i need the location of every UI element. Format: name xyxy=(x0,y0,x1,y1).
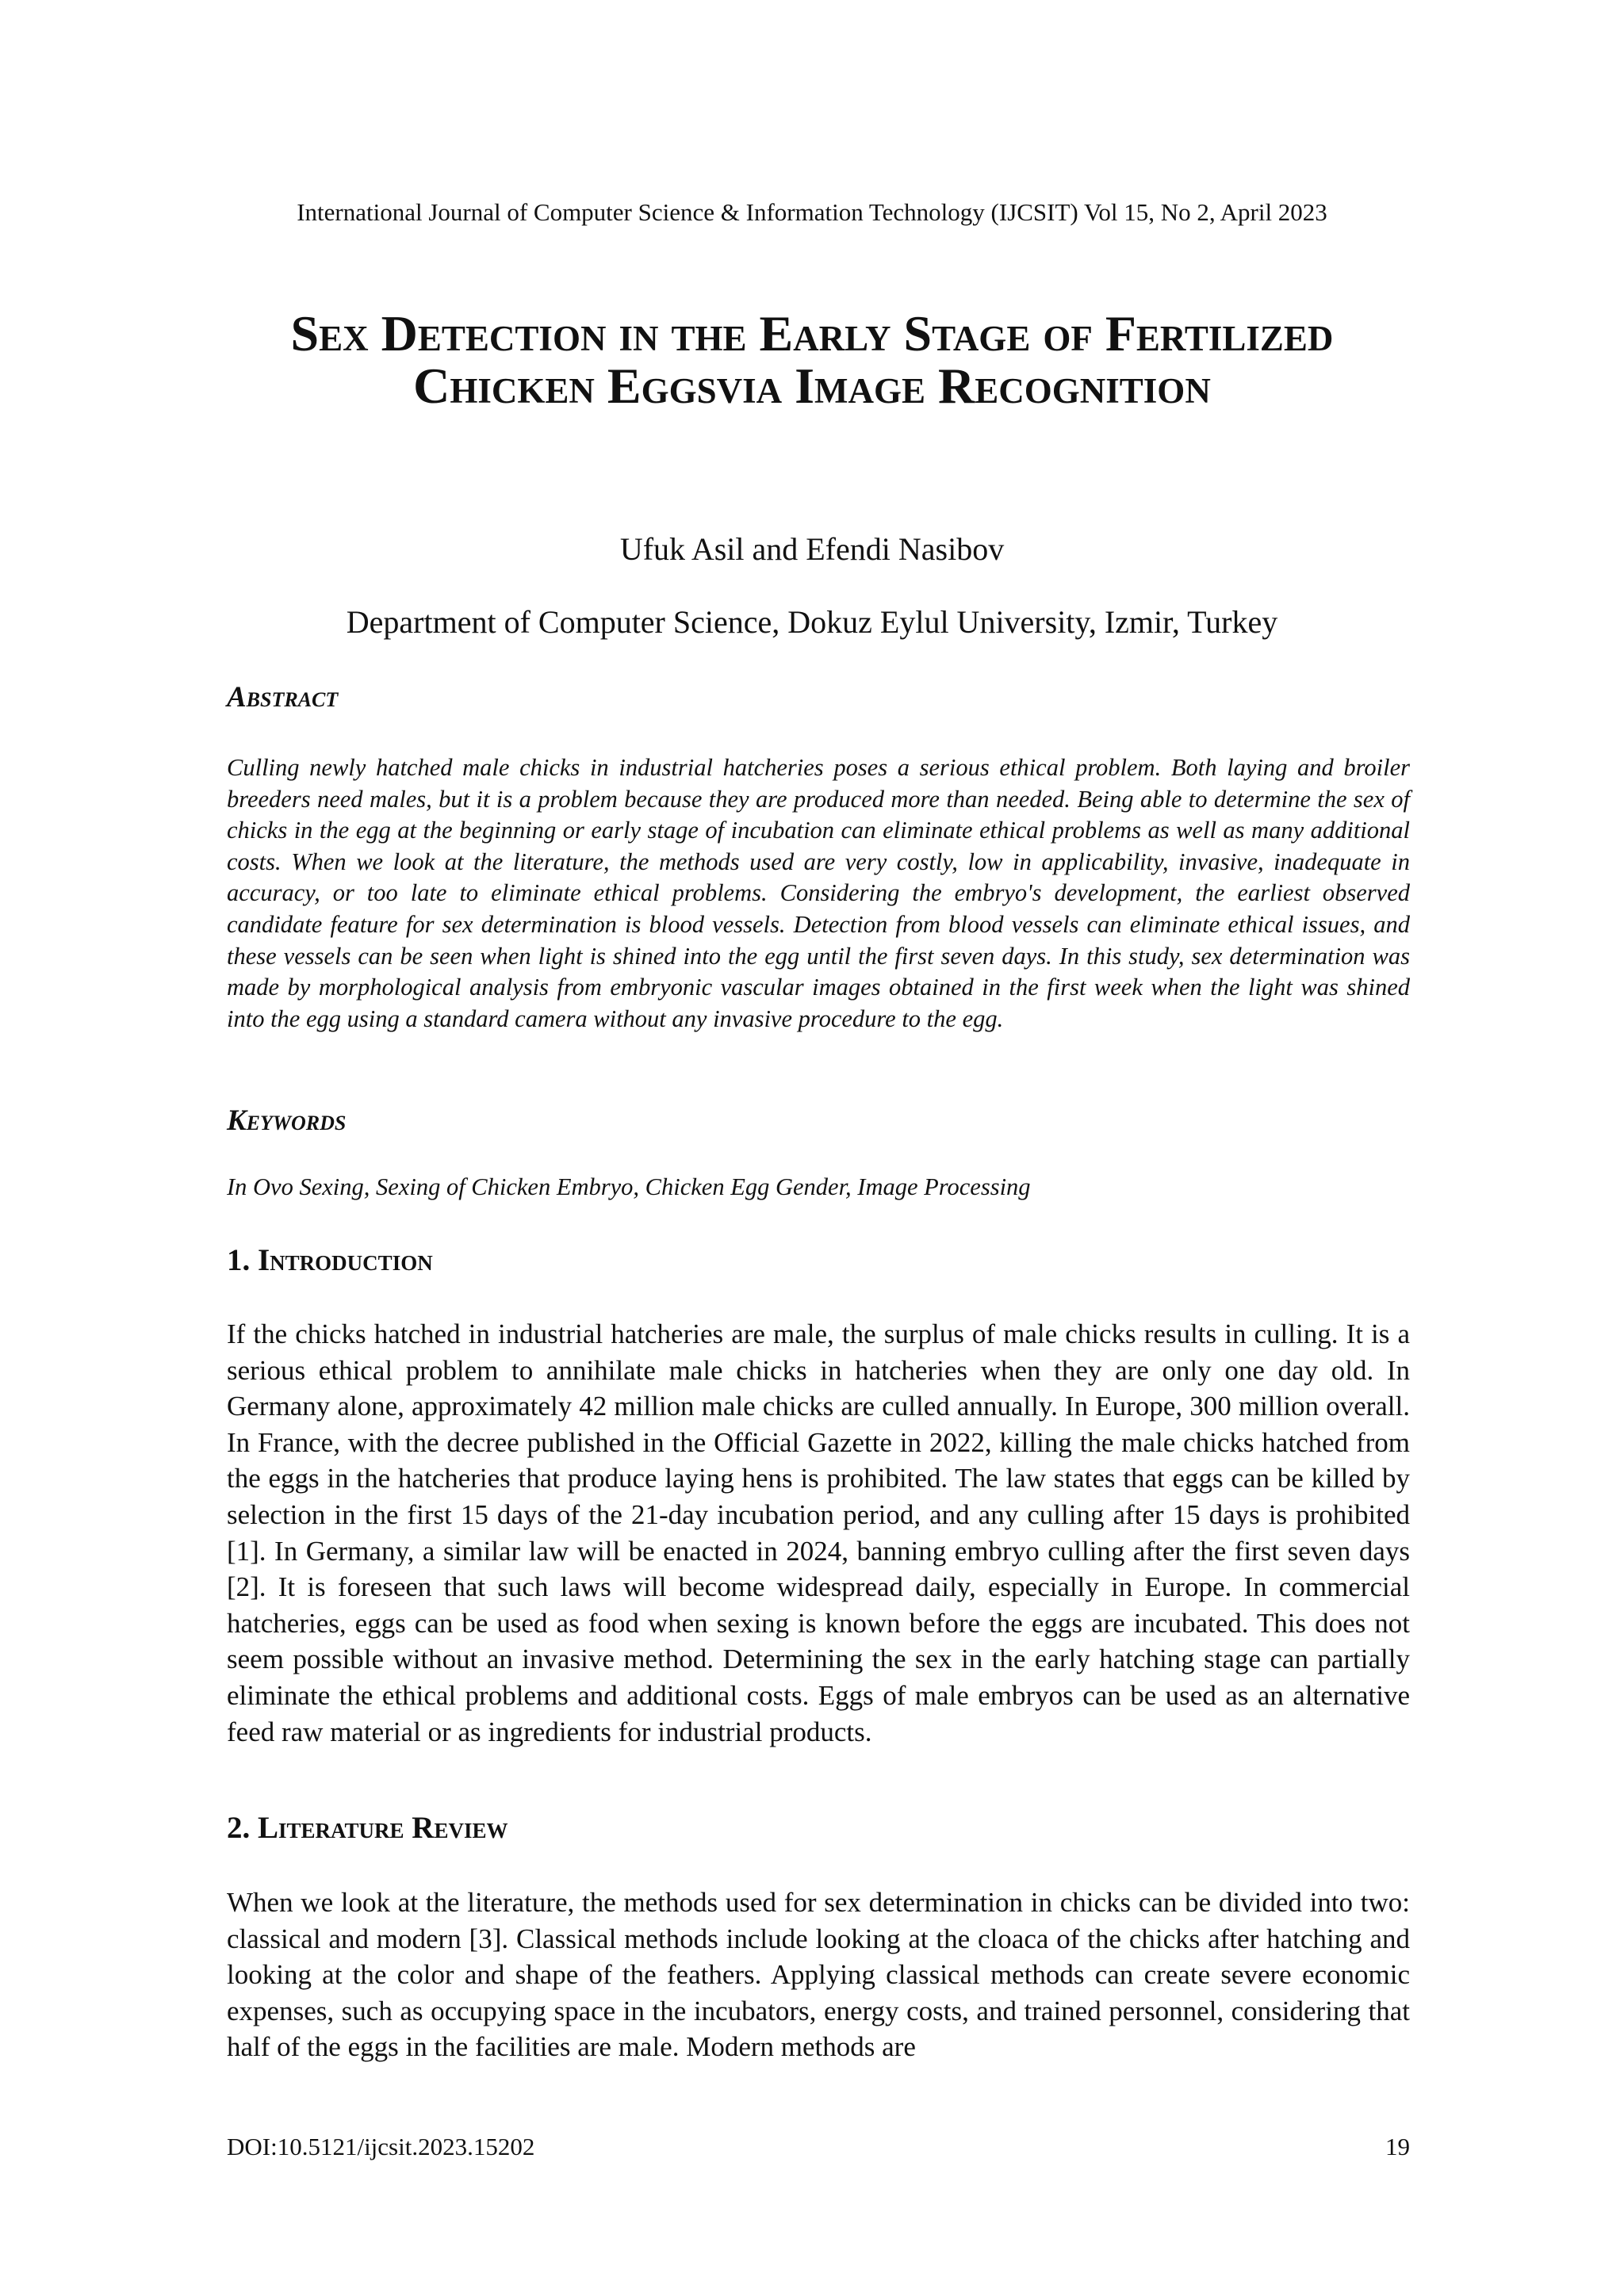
keywords-heading: Keywords xyxy=(227,1104,347,1137)
abstract-text: Culling newly hatched male chicks in industrial hatcheries poses a serious ethical problem. Both laying and broiler breeders need males, but it is a problem because they are produced more than needed. Being able to determine the sex of chicks in the egg at the beginning or early stage of incubation can eliminate ethical problems as well as many additional costs. When we look at the literature, the methods used are very costly, low in applicability, invasive, inadequate in accuracy, or too late to eliminate ethical problems. Considering the embryo's development, the earliest observed candidate feature for sex determination is blood vessels. Detection from blood vessels can eliminate ethical issues, and these vessels can be seen when light is shined into the egg until the first seven days. In this study, sex determination was made by morphological analysis from embryonic vascular images obtained in the first week when the light was shined into the egg using a standard camera without any invasive procedure to the egg. xyxy=(227,754,1410,1032)
running-header: International Journal of Computer Science & Information Technology (IJCSIT) Vol 15, No 2, April 2023 xyxy=(297,198,1327,226)
paper-title: Sex Detection in the Early Stage of Fertilized Chicken Eggsvia Image Recognition xyxy=(290,305,1334,414)
abstract-heading: Abstract xyxy=(227,681,339,714)
section-heading-literature-review: 2. Literature Review xyxy=(227,1811,508,1845)
keywords-text: In Ovo Sexing, Sexing of Chicken Embryo, Chicken Egg Gender, Image Processing xyxy=(227,1173,1031,1200)
section-heading-introduction: 1. Introduction xyxy=(227,1243,433,1277)
page-number: 19 xyxy=(1385,2133,1410,2160)
section-text-introduction: If the chicks hatched in industrial hatcheries are male, the surplus of male chicks results in culling. It is a serious ethical problem to annihilate male chicks in hatcheries when they are only one day old. In Germany alone, approximately 42 million male chicks are culled annually. In Europe, 300 million overall. In France, with the decree published in the Official Gazette in 2022, killing the male chicks hatched from the eggs in the hatcheries that produce laying hens is prohibited. The law states that eggs can be killed by selection in the first 15 days of the 21-day incubation period, and any culling after 15 days is prohibited [1]. In Germany, a similar law will be enacted in 2024, banning embryo culling after the first seven days [2]. It is foreseen that such laws will become widespread daily, especially in Europe. In commercial hatcheries, eggs can be used as food when sexing is known before the eggs are incubated. This does not seem possible without an invasive method. Determining the sex in the early hatching stage can partially eliminate the ethical problems and additional costs. Eggs of male embryos can be used as an alternative feed raw material or as ingredients for industrial products. xyxy=(227,1318,1410,1747)
section-text-literature-review: When we look at the literature, the methods used for sex determination in chicks can be divided into two: classical and modern [3]. Classical methods include looking at the cloaca of the chicks after hatching and looking at the color and shape of the feathers. Applying classical methods can create severe economic expenses, such as occupying space in the incubators, energy costs, and trained personnel, considering that half of the eggs in the facilities are male. Modern methods are xyxy=(227,1887,1410,2063)
authors: Ufuk Asil and Efendi Nasibov xyxy=(619,531,1005,567)
affiliation: Department of Computer Science, Dokuz Eylul University, Izmir, Turkey xyxy=(346,604,1278,640)
footer-doi: DOI:10.5121/ijcsit.2023.15202 xyxy=(227,2133,535,2160)
